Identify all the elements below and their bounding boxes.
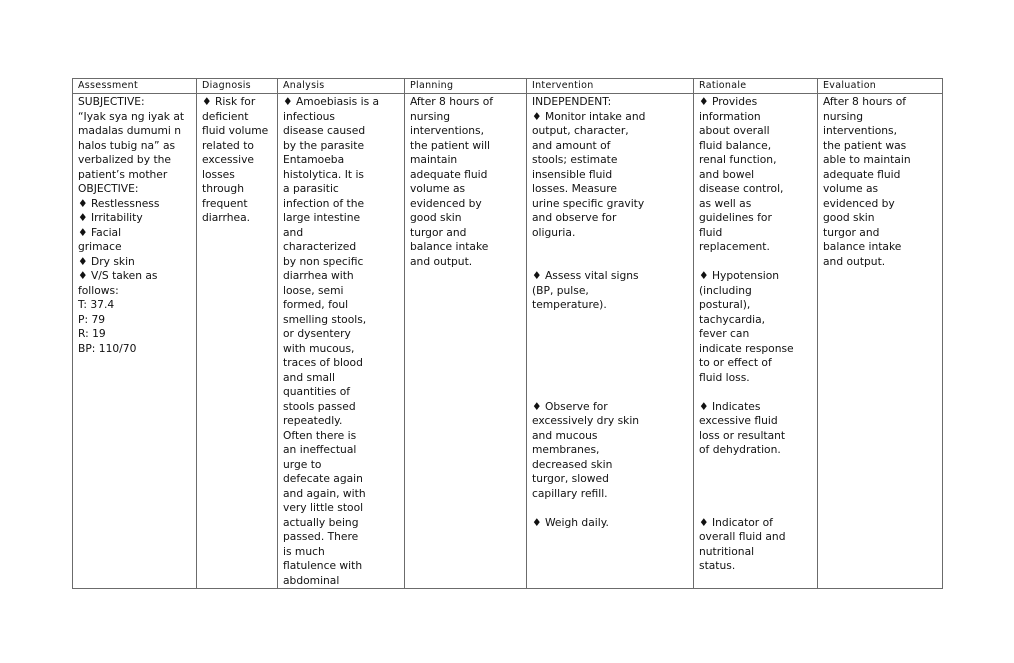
header-evaluation: Evaluation <box>818 79 943 94</box>
diagnosis-cell <box>197 94 278 589</box>
intervention-cell <box>527 94 694 589</box>
nursing-care-plan-table <box>72 78 943 589</box>
header-rationale: Rationale <box>694 79 818 94</box>
assessment-text: SUBJECTIVE: “Iyak sya ng iyak at madalas dumumi n halos tubig na” as verbalized by the patient’s mother OBJECTIVE: ♦ Restlessness ♦ Irritability ♦ Facial grimace ♦ Dry skin ♦ V/S taken as follows: T: 37.4 P: 79 R: 19 BP: 110/70 <box>78 95 185 355</box>
analysis-text: ♦ Amoebiasis is a infectious disease caused by the parasite Entamoeba histolytica. It is a parasitic infection of the large intestine and characterized by non specific diarrhea with loose, semi formed, foul smelling stools, or dysentery with mucous, traces of blood and small quantities of stools passed repeatedly. Often there is an ineffectual urge to defecate again and again, with very little stool actually being passed. There is much flatulence with abdominal <box>283 95 380 587</box>
analysis-cell <box>278 94 405 589</box>
planning-text: After 8 hours of nursing interventions, the patient will maintain adequate fluid volume as evidenced by good skin turgor and balance intake and output. <box>410 95 494 268</box>
diagnosis-text: ♦ Risk for deficient fluid volume related to excessive losses through frequent diarrhea. <box>202 95 269 224</box>
header-diagnosis: Diagnosis <box>197 79 278 94</box>
header-planning: Planning <box>405 79 527 94</box>
rationale-cell <box>694 94 818 589</box>
evaluation-cell <box>818 94 943 589</box>
intervention-text: INDEPENDENT: ♦ Monitor intake and output, character, and amount of stools; estimate insensible fluid losses. Measure urine specific gravity and observe for oliguria. ♦ Assess vital signs (BP, pulse, temperature). ♦ Observe for excessively dry skin and mucous membranes, decreased skin turgor, slowed capillary refill. ♦ Weigh daily. <box>532 95 646 529</box>
header-analysis: Analysis <box>278 79 405 94</box>
table-row <box>73 94 943 589</box>
header-intervention: Intervention <box>527 79 694 94</box>
header-assessment: Assessment <box>73 79 197 94</box>
rationale-text: ♦ Provides information about overall fluid balance, renal function, and bowel disease control, as well as guidelines for fluid replacement. ♦ Hypotension (including postural), tachycardia, fever can indicate response to or effect of fluid loss. ♦ Indicates excessive fluid loss or resultant of dehydration. ♦ Indicator of overall fluid and nutritional status. <box>699 95 794 572</box>
evaluation-text: After 8 hours of nursing interventions, the patient was able to maintain adequate fluid volume as evidenced by good skin turgor and balance intake and output. <box>823 95 911 268</box>
assessment-cell <box>73 94 197 589</box>
table-header-row <box>73 79 943 94</box>
planning-cell <box>405 94 527 589</box>
